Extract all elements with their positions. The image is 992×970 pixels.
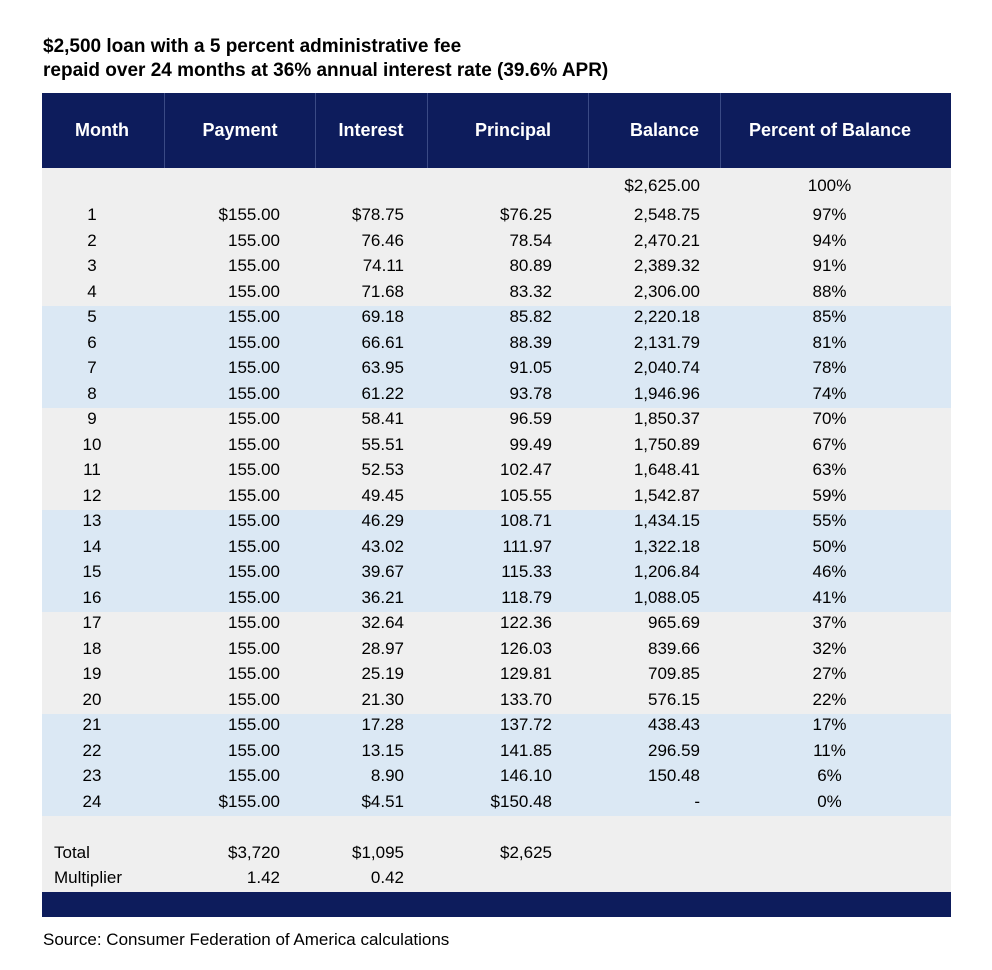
total-payment: $3,720 — [228, 843, 280, 862]
cell-balance: 1,946.96 — [633, 383, 700, 403]
cell-principal: $150.48 — [490, 791, 552, 811]
cell-payment: 155.00 — [228, 664, 280, 683]
cell-interest: 17.28 — [361, 715, 404, 734]
cell-principal: 99.49 — [509, 434, 552, 454]
cell-month: 23 — [82, 766, 102, 785]
table-row — [42, 687, 951, 712]
cell-balance: 1,088.05 — [633, 587, 700, 607]
cell-month: 16 — [82, 587, 102, 607]
table-row — [42, 789, 951, 814]
table-row — [42, 738, 951, 763]
cell-principal: 141.85 — [500, 740, 552, 760]
cell-percent: 63% — [812, 460, 847, 479]
cell-balance: 2,548.75 — [633, 205, 700, 224]
cell-percent: 88% — [812, 281, 847, 301]
cell-balance: 2,040.74 — [633, 358, 700, 377]
table-row — [42, 253, 951, 278]
source-note: Source: Consumer Federation of America calculations — [43, 930, 450, 949]
cell-month: 13 — [82, 511, 102, 530]
cell-interest: 69.18 — [361, 307, 404, 326]
header-month: Month — [75, 120, 129, 140]
header-interest: Interest — [338, 120, 404, 140]
cell-payment: 155.00 — [228, 740, 280, 760]
cell-interest: 32.64 — [361, 613, 404, 632]
cell-percent: 67% — [812, 434, 847, 454]
multiplier-label: Multiplier — [54, 868, 123, 887]
title-line-1: $2,500 loan with a 5 percent administrative fee — [43, 36, 462, 57]
cell-balance: 150.48 — [648, 766, 700, 785]
cell-percent: 91% — [812, 256, 847, 275]
cell-balance: 2,470.21 — [633, 230, 700, 250]
cell-principal: 105.55 — [500, 485, 552, 505]
cell-interest: 36.21 — [361, 587, 404, 607]
cell-interest: 25.19 — [361, 664, 404, 683]
cell-principal: 108.71 — [500, 511, 552, 530]
table-row — [42, 712, 951, 737]
cell-payment: $155.00 — [218, 205, 280, 224]
table-row — [42, 534, 951, 559]
table-row — [42, 661, 951, 686]
cell-interest: 55.51 — [361, 434, 404, 454]
cell-month: 22 — [82, 740, 102, 760]
cell-percent: 59% — [812, 485, 847, 505]
cell-percent: 78% — [812, 358, 847, 377]
cell-interest: 28.97 — [361, 638, 404, 658]
cell-principal: 126.03 — [500, 638, 552, 658]
cell-payment: $155.00 — [218, 791, 280, 811]
table-row — [42, 406, 951, 431]
cell-interest: $4.51 — [361, 791, 404, 811]
cell-balance: 1,434.15 — [633, 511, 700, 530]
cell-percent: 70% — [812, 409, 847, 428]
cell-payment: 155.00 — [228, 766, 280, 785]
cell-payment: 155.00 — [228, 638, 280, 658]
cell-balance: 2,220.18 — [633, 307, 700, 326]
cell-month: 17 — [82, 613, 102, 632]
cell-interest: 61.22 — [361, 383, 404, 403]
cell-month: 24 — [82, 791, 102, 811]
cell-balance: $2,625.00 — [624, 176, 700, 195]
cell-principal: 102.47 — [500, 460, 552, 479]
cell-interest: 74.11 — [362, 256, 404, 275]
table-row — [42, 279, 951, 304]
cell-interest: 46.29 — [361, 511, 404, 530]
cell-interest: 43.02 — [361, 536, 404, 556]
cell-balance: 1,206.84 — [633, 562, 700, 581]
cell-month: 11 — [83, 460, 101, 479]
cell-month: 18 — [82, 638, 102, 658]
cell-month: 21 — [82, 715, 102, 734]
header-percent-of-balance: Percent of Balance — [748, 120, 912, 140]
cell-payment: 155.00 — [228, 613, 280, 632]
table-row — [42, 483, 951, 508]
cell-balance: 1,850.37 — [633, 409, 700, 428]
table-row — [42, 610, 951, 635]
header-divider — [588, 93, 589, 168]
cell-payment: 155.00 — [228, 587, 280, 607]
table-row — [42, 636, 951, 661]
cell-interest: 63.95 — [361, 358, 404, 377]
cell-balance: 839.66 — [648, 638, 700, 658]
cell-percent: 81% — [812, 332, 847, 352]
cell-interest: 58.41 — [361, 409, 404, 428]
table-row — [42, 228, 951, 253]
table-row — [42, 763, 951, 788]
total-label: Total — [54, 843, 90, 862]
cell-payment: 155.00 — [228, 281, 280, 301]
cell-principal: 133.70 — [500, 689, 552, 709]
table-title — [43, 35, 608, 83]
header-balance: Balance — [629, 120, 700, 140]
cell-percent: 50% — [812, 536, 847, 556]
cell-principal: 83.32 — [509, 281, 552, 301]
cell-month: 2 — [87, 230, 97, 250]
multiplier-interest: 0.42 — [370, 868, 404, 887]
cell-principal: $76.25 — [500, 205, 552, 224]
cell-percent: 22% — [812, 689, 847, 709]
cell-interest: 52.53 — [361, 460, 404, 479]
table-row — [42, 585, 951, 610]
table-row — [42, 304, 951, 329]
cell-payment: 155.00 — [228, 434, 280, 454]
cell-balance: 576.15 — [648, 689, 700, 709]
cell-payment: 155.00 — [228, 358, 280, 377]
cell-balance: 1,542.87 — [633, 485, 700, 505]
cell-principal: 129.81 — [500, 664, 552, 683]
cell-month: 5 — [87, 307, 97, 326]
cell-principal: 115.33 — [501, 562, 552, 581]
table-row — [42, 330, 951, 355]
multiplier-payment: 1.42 — [246, 868, 280, 887]
header-principal: Principal — [474, 120, 552, 140]
cell-month: 9 — [87, 409, 97, 428]
table-row — [42, 432, 951, 457]
cell-percent: 100% — [807, 176, 852, 195]
cell-percent: 41% — [812, 587, 847, 607]
cell-principal: 80.89 — [509, 256, 552, 275]
cell-percent: 17% — [812, 715, 847, 734]
cell-month: 6 — [87, 332, 97, 352]
cell-percent: 0% — [817, 791, 842, 811]
cell-balance: 1,750.89 — [633, 434, 700, 454]
cell-principal: 111.97 — [502, 536, 552, 556]
cell-percent: 11% — [813, 740, 846, 760]
cell-payment: 155.00 — [228, 230, 280, 250]
cell-payment: 155.00 — [228, 383, 280, 403]
table-row — [42, 559, 951, 584]
cell-balance: 965.69 — [648, 613, 700, 632]
cell-percent: 74% — [812, 383, 847, 403]
cell-balance: 1,648.41 — [633, 460, 700, 479]
table-row — [42, 508, 951, 533]
cell-percent: 32% — [812, 638, 847, 658]
cell-percent: 37% — [812, 613, 847, 632]
cell-principal: 85.82 — [509, 307, 552, 326]
table-row — [42, 202, 951, 227]
table-row — [42, 457, 951, 482]
header-payment: Payment — [202, 120, 278, 140]
cell-interest: 71.68 — [361, 281, 404, 301]
table-row — [42, 381, 951, 406]
cell-month: 15 — [82, 562, 102, 581]
multiplier-row — [42, 865, 951, 890]
table-header — [42, 93, 951, 168]
cell-month: 8 — [87, 383, 97, 403]
cell-interest: 76.46 — [361, 230, 404, 250]
title-line-2: repaid over 24 months at 36% annual interest rate (39.6% APR) — [43, 60, 609, 81]
cell-principal: 93.78 — [509, 383, 552, 403]
cell-payment: 155.00 — [228, 485, 280, 505]
table-row — [42, 355, 951, 380]
total-row — [42, 840, 951, 865]
cell-principal: 91.05 — [509, 358, 552, 377]
cell-month: 14 — [82, 536, 102, 556]
cell-interest: 49.45 — [361, 485, 404, 505]
cell-interest: $78.75 — [352, 205, 404, 224]
cell-principal: 146.10 — [500, 766, 552, 785]
cell-month: 19 — [82, 664, 102, 683]
cell-month: 20 — [82, 689, 102, 709]
cell-balance: 2,131.79 — [633, 332, 700, 352]
cell-month: 3 — [87, 256, 97, 275]
cell-percent: 85% — [812, 307, 847, 326]
header-divider — [164, 93, 165, 168]
cell-balance: - — [694, 791, 700, 811]
cell-payment: 155.00 — [228, 256, 280, 275]
cell-month: 12 — [82, 485, 102, 505]
cell-month: 4 — [87, 281, 97, 301]
cell-principal: 78.54 — [509, 230, 552, 250]
table-footer-bar — [42, 892, 951, 917]
cell-payment: 155.00 — [228, 460, 280, 479]
cell-percent: 46% — [812, 562, 847, 581]
cell-principal: 122.36 — [500, 613, 552, 632]
cell-balance: 438.43 — [648, 715, 700, 734]
cell-balance: 1,322.18 — [633, 536, 700, 556]
total-interest: $1,095 — [352, 843, 404, 862]
cell-percent: 55% — [812, 511, 847, 530]
cell-payment: 155.00 — [228, 536, 280, 556]
cell-percent: 6% — [817, 766, 842, 785]
cell-principal: 96.59 — [509, 409, 552, 428]
cell-balance: 2,389.32 — [633, 256, 700, 275]
cell-percent: 94% — [812, 230, 847, 250]
total-principal: $2,625 — [500, 843, 552, 862]
cell-payment: 155.00 — [228, 689, 280, 709]
cell-month: 1 — [87, 205, 97, 224]
cell-payment: 155.00 — [228, 715, 280, 734]
cell-interest: 8.90 — [370, 766, 404, 785]
cell-percent: 27% — [812, 664, 847, 683]
cell-principal: 137.72 — [500, 715, 552, 734]
cell-interest: 39.67 — [361, 562, 404, 581]
cell-percent: 97% — [812, 205, 847, 224]
cell-interest: 21.30 — [361, 689, 404, 709]
cell-balance: 296.59 — [648, 740, 700, 760]
cell-month: 10 — [82, 434, 102, 454]
cell-principal: 118.79 — [501, 587, 552, 607]
cell-payment: 155.00 — [228, 409, 280, 428]
cell-principal: 88.39 — [509, 332, 552, 352]
cell-balance: 709.85 — [648, 664, 700, 683]
cell-payment: 155.00 — [228, 562, 280, 581]
cell-payment: 155.00 — [228, 511, 280, 530]
cell-balance: 2,306.00 — [633, 281, 700, 301]
cell-month: 7 — [87, 358, 97, 377]
cell-interest: 66.61 — [361, 332, 404, 352]
table-body — [42, 168, 951, 892]
cell-payment: 155.00 — [228, 307, 280, 326]
cell-interest: 13.15 — [361, 740, 404, 760]
cell-payment: 155.00 — [228, 332, 280, 352]
initial-balance-row — [42, 173, 951, 198]
